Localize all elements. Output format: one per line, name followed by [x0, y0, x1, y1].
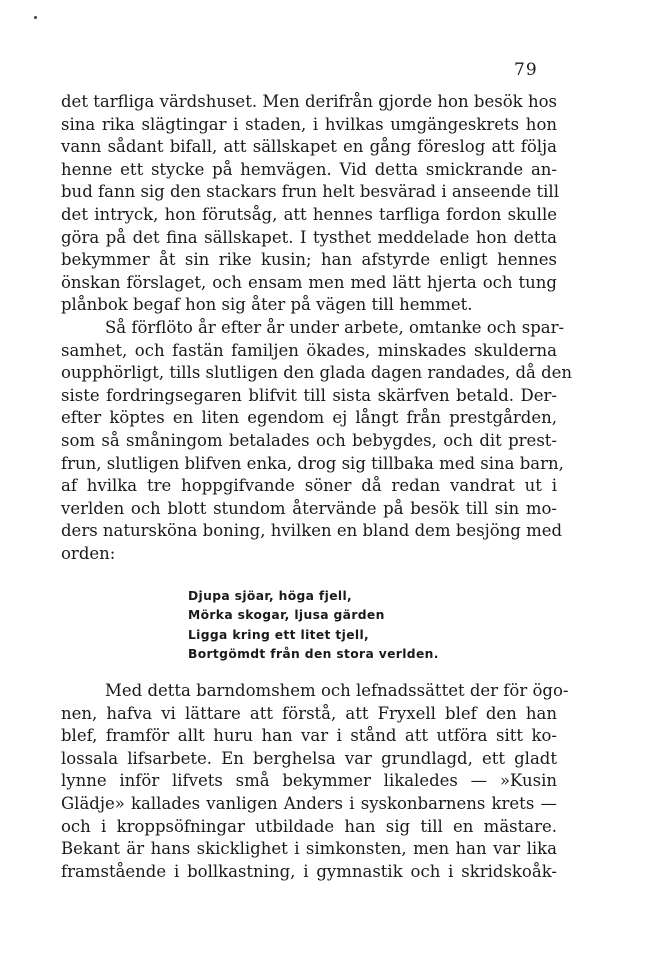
- text-line: nen, hafva vi lättare att förstå, att Fryxell blef den han: [61, 703, 557, 723]
- text-line: vann sådant bifall, att sällskapet en gång föreslog att följa: [61, 137, 557, 157]
- text-line: bekymmer åt sin rike kusin; han afstyrde enligt hennes: [61, 250, 557, 270]
- poem-verse: [188, 587, 448, 664]
- text-line: af hvilka tre hoppgifvande söner då redan vandrat ut i: [61, 476, 557, 496]
- text-line: orden:: [61, 543, 116, 563]
- text-line: framstående i bollkastning, i gymnastik och i skridskoåk-: [61, 861, 557, 881]
- text-line: siste fordringsegaren blifvit till sista skärfven betald. Der-: [61, 385, 557, 405]
- poem-line: Ligga kring ett litet tjell,: [188, 627, 370, 642]
- text-line: ders natursköna boning, hvilken en bland dem besjöng med: [61, 521, 563, 541]
- text-line: plånbok begaf hon sig åter på vägen till hemmet.: [61, 295, 473, 315]
- text-line: samhet, och fastän familjen ökades, minskades skulderna: [61, 340, 557, 360]
- text-line: som så småningom betalades och bebygdes, och dit prest-: [61, 430, 557, 450]
- text-line: lynne inför lifvets små bekymmer likaledes — »Kusin: [61, 771, 557, 791]
- text-line: blef, framför allt huru han var i stånd att utföra sitt ko-: [61, 726, 557, 746]
- text-line: det tarfliga värdshuset. Men derifrån gjorde hon besök hos: [61, 92, 557, 111]
- body-text-upper: [61, 91, 573, 565]
- text-line: frun, slutligen blifven enka, drog sig tillbaka med sina barn,: [61, 453, 564, 473]
- text-line: Så förflöto år efter år under arbete, omtanke och spar-: [105, 317, 565, 337]
- text-line: Bekant är hans skicklighet i simkonsten, men han var lika: [61, 839, 557, 859]
- paragraph-2: [61, 317, 573, 566]
- text-line: önskan förslaget, och ensam men med lätt hjerta och tung: [61, 272, 557, 292]
- text-line: oupphörligt, tills slutligen den glada dagen randades, då den: [61, 363, 573, 383]
- text-line: verlden och blott stundom återvände på besök till sin mo-: [61, 498, 557, 518]
- text-line: bud fann sig den stackars frun helt besvärad i anseende till: [61, 182, 559, 202]
- text-line: och i kroppsöfningar utbildade han sig till en mästare.: [61, 816, 557, 836]
- poem-line: Djupa sjöar, höga fjell,: [188, 589, 353, 603]
- text-line: henne ett stycke på hemvägen. Vid detta smickrande an-: [61, 159, 557, 179]
- poem-line: Mörka skogar, ljusa gärden: [188, 608, 385, 623]
- page-number: 79: [514, 60, 538, 80]
- poem-line: Bortgömdt från den stora verlden.: [188, 646, 439, 661]
- text-line: sina rika slägtingar i staden, i hvilkas umgängeskrets hon: [61, 114, 557, 134]
- text-line: göra på det fina sällskapet. I tysthet meddelade hon detta: [61, 227, 557, 247]
- print-speck: [34, 16, 37, 19]
- text-line: det intryck, hon förutsåg, att hennes tarfliga fordon skulle: [61, 204, 557, 224]
- text-line: Med detta barndomshem och lefnadssättet der för ögo-: [105, 681, 569, 700]
- text-line: Glädje» kallades vanligen Anders i syskonbarnens krets —: [61, 793, 557, 813]
- paragraph-3: [61, 680, 569, 883]
- paragraph-1: [61, 91, 557, 317]
- body-text-lower: [61, 680, 569, 883]
- text-line: lossala lifsarbete. En berghelsa var grundlagd, ett gladt: [61, 748, 557, 768]
- text-line: efter köptes en liten egendom ej långt från prestgården,: [61, 408, 557, 428]
